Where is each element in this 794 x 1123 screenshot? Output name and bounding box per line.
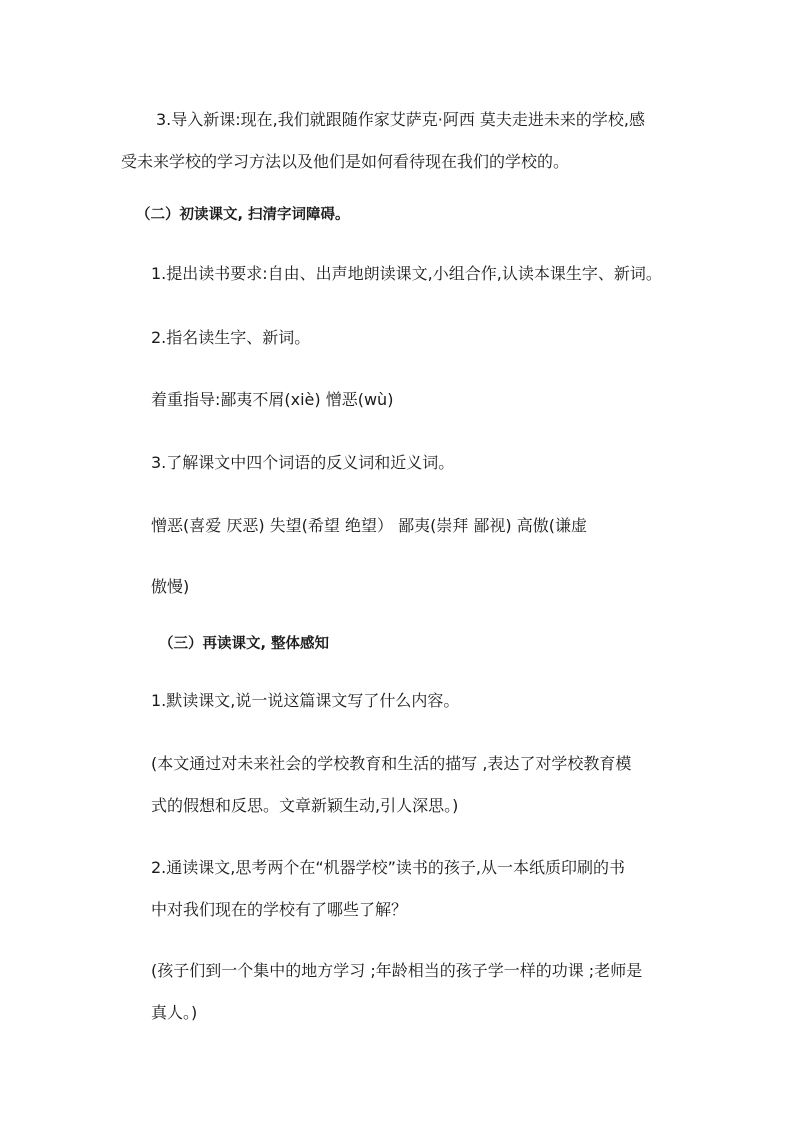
paragraph-intro-line1: 3.导入新课:现在,我们就跟随作家艾萨克·阿西 莫夫走进未来的学校,感: [156, 110, 646, 129]
paragraph-step-1: 1.提出读书要求:自由、出声地朗读课文,小组合作,认读本课生字、新词。: [151, 264, 662, 283]
paragraph-guidance: 着重指导:鄙夷不屑(xiè) 憎恶(wù): [151, 390, 394, 409]
section-heading-2: （二）初读课文, 扫清字词障碍。: [136, 207, 350, 223]
paragraph-word-list-line1: 憎恶(喜爱 厌恶) 失望(希望 绝望） 鄙夷(崇拜 鄙视) 高傲(谦虚: [151, 516, 587, 535]
paragraph-question2-line2: 中对我们现在的学校有了哪些了解？: [151, 900, 408, 919]
paragraph-question2-line1: 2.通读课文,思考两个在“机器学校”读书的孩子,从一本纸质印刷的书: [151, 858, 626, 877]
paragraph-step-3: 3.了解课文中四个词语的反义词和近义词。: [151, 453, 455, 472]
paragraph-answer1-line1: (本文通过对未来社会的学校教育和生活的描写 ,表达了对学校教育模: [151, 754, 632, 773]
paragraph-word-list-line2: 傲慢): [151, 577, 190, 596]
paragraph-answer2-line2: 真人。): [151, 1003, 198, 1022]
paragraph-step-2: 2.指名读生字、新词。: [151, 328, 311, 347]
paragraph-silent-read: 1.默读课文,说一说这篇课文写了什么内容。: [151, 691, 460, 710]
section-heading-3: （三）再读课文, 整体感知: [159, 636, 330, 652]
paragraph-intro-line2: 受未来学校的学习方法以及他们是如何看待现在我们的学校的。: [121, 152, 570, 171]
paragraph-answer2-line1: (孩子们到一个集中的地方学习 ;年龄相当的孩子学一样的功课 ;老师是: [151, 961, 643, 980]
paragraph-answer1-line2: 式的假想和反思。文章新颖生动,引人深思。): [151, 796, 459, 815]
